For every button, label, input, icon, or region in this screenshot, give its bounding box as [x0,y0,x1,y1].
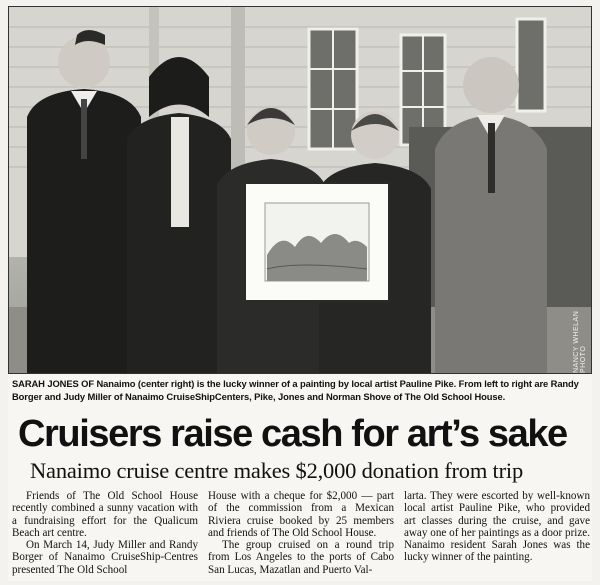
paragraph: The group cruised on a round trip from Los Angeles to the ports of Cabo San Lucas, Mazatlan and Puerto Val- [208,539,394,576]
photo-credit: NANCY WHELAN PHOTO [573,310,587,373]
article-body [12,490,590,580]
article-column-2 [208,490,394,580]
article-column-3 [404,490,590,580]
paragraph: House with a cheque for $2,000 — part of the commission from a Mexican Riviera cruise booked by 25 members and friends of The Old School House. [208,490,394,539]
paragraph: larta. They were escorted by well-known local artist Pauline Pike, who provided art classes during the cruise, and gave away one of her paintings as a door prize. Nanaimo resident Sarah Jones was the lucky winner of the painting. [404,490,590,564]
photo-caption: SARAH JONES OF Nanaimo (center right) is the lucky winner of a painting by local artist Pauline Pike. From left to right are Randy Borger and Judy Miller of Nanaimo CruiseShipCenters, Pike, Jones and Norman Shove of The Old School House. [12,378,579,402]
headline: Cruisers raise cash for art’s sake [18,413,567,455]
paragraph: On March 14, Judy Miller and Randy Borger of Nanaimo CruiseShip-Centres presented The Old School [12,539,198,576]
subheadline: Nanaimo cruise centre makes $2,000 donation from trip [30,458,524,483]
article-column-1 [12,490,198,580]
newspaper-clipping [8,6,592,581]
news-photo [8,6,592,374]
photo-illustration [9,7,592,374]
paragraph: Friends of The Old School House recently combined a sunny vacation with a fundraising effort for the Qualicum Beach art centre. [12,490,198,539]
